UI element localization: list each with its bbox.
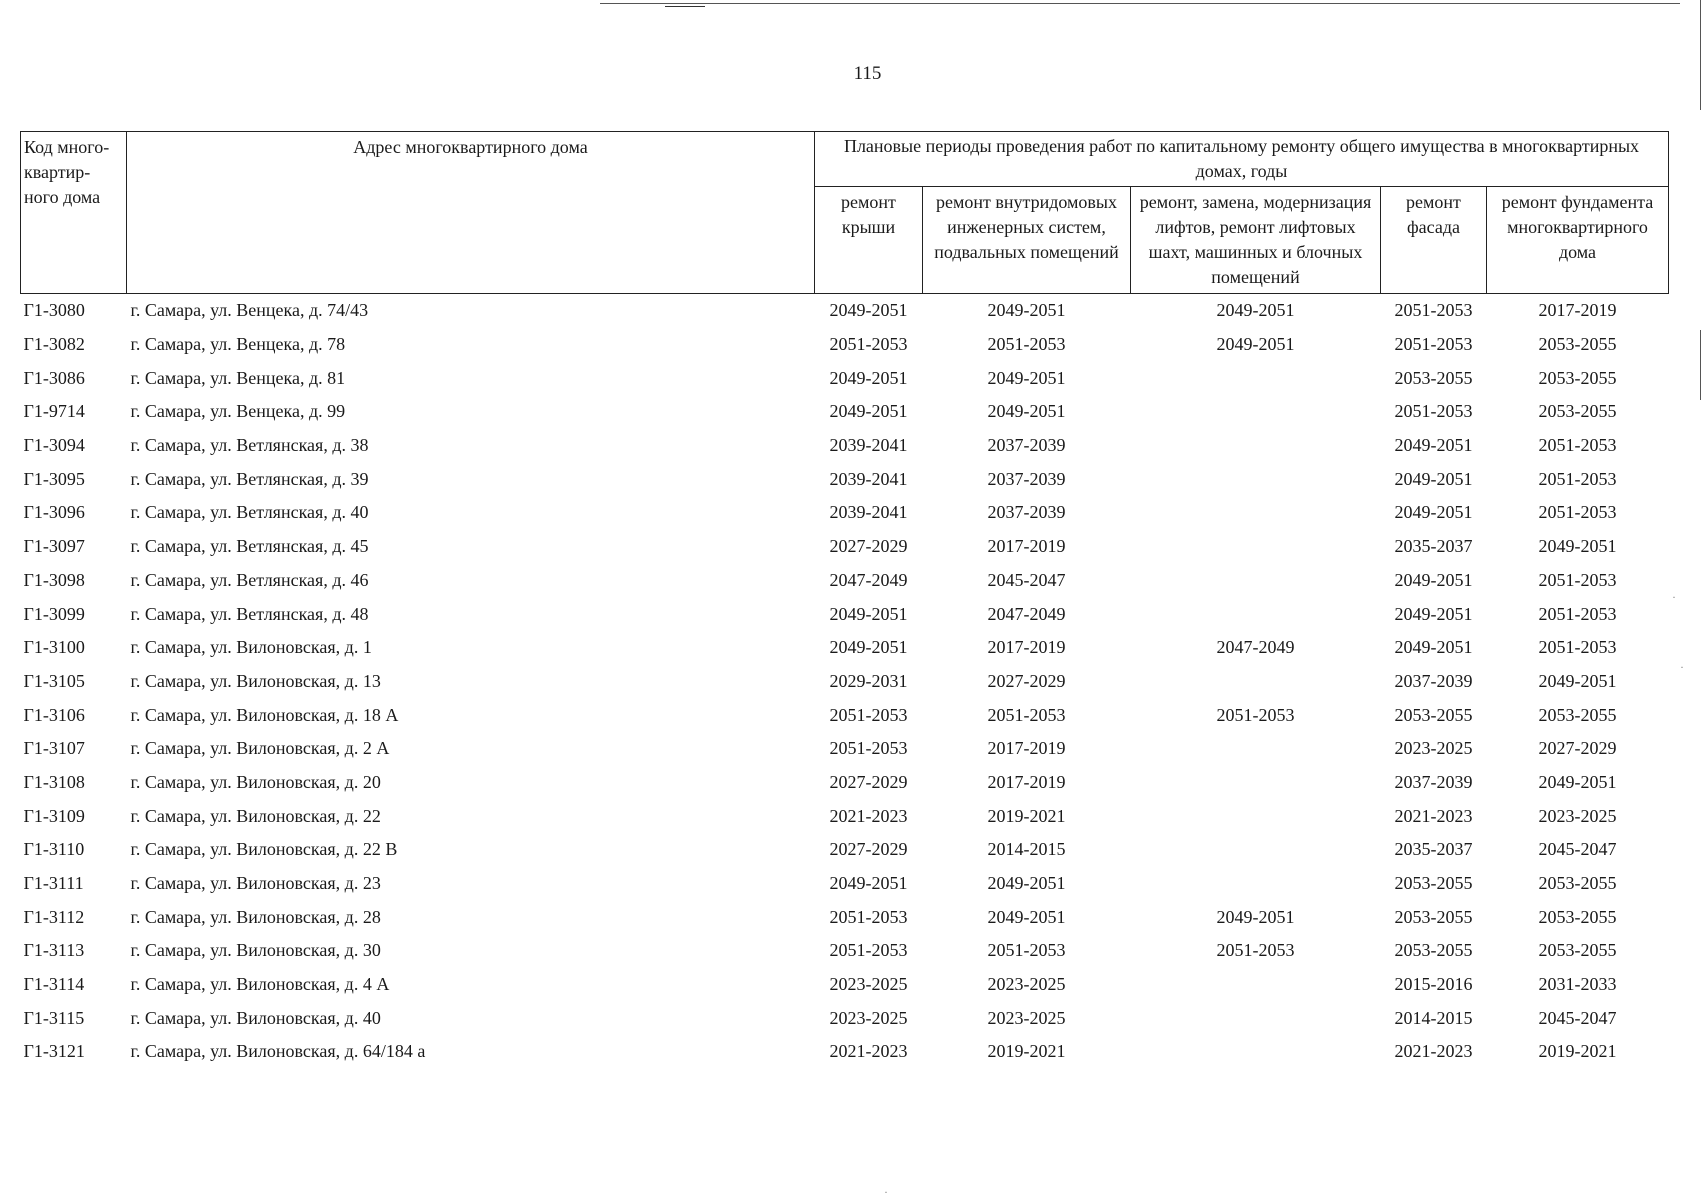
cell-address: г. Самара, ул. Вилоновская, д. 40	[130, 1007, 381, 1028]
cell-facade: 2051-2053	[1394, 334, 1473, 355]
cell-facade: 2051-2053	[1394, 401, 1473, 422]
header-code: Код много-квартир-ного дома	[21, 132, 127, 294]
table-row	[21, 766, 1669, 800]
cell-engineering: 2027-2029	[987, 670, 1066, 691]
cell-facade: 2051-2053	[1394, 300, 1473, 321]
cell-foundation: 2031-2033	[1538, 974, 1617, 995]
cell-elevators: 2051-2053	[1216, 704, 1295, 725]
cell-facade: 2021-2023	[1394, 805, 1473, 826]
cell-facade: 2053-2055	[1394, 873, 1473, 894]
cell-engineering: 2051-2053	[987, 940, 1066, 961]
cell-foundation: 2049-2051	[1538, 771, 1617, 792]
cell-address: г. Самара, ул. Ветлянская, д. 48	[130, 603, 369, 624]
cell-facade: 2053-2055	[1394, 906, 1473, 927]
cell-code: Г1-3094	[23, 435, 85, 456]
cell-engineering: 2019-2021	[987, 1041, 1066, 1062]
scan-top-line	[600, 3, 1680, 4]
cell-address: г. Самара, ул. Ветлянская, д. 39	[130, 468, 369, 489]
cell-elevators	[1131, 530, 1381, 564]
table-row	[21, 799, 1669, 833]
cell-roof: 2049-2051	[829, 873, 908, 894]
cell-address: г. Самара, ул. Вилоновская, д. 30	[130, 940, 381, 961]
cell-roof: 2021-2023	[829, 805, 908, 826]
cell-code: Г1-3112	[23, 906, 85, 927]
cell-code: Г1-9714	[23, 401, 85, 422]
cell-elevators	[1131, 968, 1381, 1002]
cell-elevators: 2047-2049	[1216, 637, 1295, 658]
cell-roof: 2023-2025	[829, 974, 908, 995]
cell-elevators: 2049-2051	[1216, 906, 1295, 927]
cell-facade: 2021-2023	[1394, 1041, 1473, 1062]
cell-elevators	[1131, 564, 1381, 598]
cell-engineering: 2023-2025	[987, 1007, 1066, 1028]
cell-roof: 2051-2053	[829, 334, 908, 355]
scan-right-edge-mark	[1700, 0, 1701, 110]
cell-foundation: 2023-2025	[1538, 805, 1617, 826]
cell-elevators	[1131, 833, 1381, 867]
table-row	[21, 1001, 1669, 1035]
cell-foundation: 2053-2055	[1538, 873, 1617, 894]
cell-facade: 2053-2055	[1394, 940, 1473, 961]
cell-engineering: 2037-2039	[987, 435, 1066, 456]
cell-roof: 2051-2053	[829, 738, 908, 759]
cell-elevators: 2049-2051	[1216, 300, 1295, 321]
cell-address: г. Самара, ул. Ветлянская, д. 46	[130, 569, 369, 590]
cell-elevators	[1131, 665, 1381, 699]
cell-code: Г1-3098	[23, 569, 85, 590]
cell-elevators	[1131, 597, 1381, 631]
cell-foundation: 2053-2055	[1538, 704, 1617, 725]
scan-right-edge-mark	[1700, 330, 1701, 400]
cell-code: Г1-3108	[23, 771, 85, 792]
cell-address: г. Самара, ул. Венцека, д. 78	[130, 334, 346, 355]
cell-engineering: 2017-2019	[987, 637, 1066, 658]
cell-engineering: 2017-2019	[987, 536, 1066, 557]
cell-roof: 2047-2049	[829, 569, 908, 590]
cell-engineering: 2037-2039	[987, 468, 1066, 489]
table-row	[21, 867, 1669, 901]
table-row	[21, 462, 1669, 496]
cell-elevators	[1131, 1035, 1381, 1069]
cell-roof: 2027-2029	[829, 771, 908, 792]
cell-engineering: 2047-2049	[987, 603, 1066, 624]
cell-roof: 2029-2031	[829, 670, 908, 691]
cell-code: Г1-3114	[23, 974, 85, 995]
cell-engineering: 2049-2051	[987, 873, 1066, 894]
cell-facade: 2023-2025	[1394, 738, 1473, 759]
cell-foundation: 2027-2029	[1538, 738, 1617, 759]
cell-facade: 2053-2055	[1394, 367, 1473, 388]
cell-address: г. Самара, ул. Вилоновская, д. 64/184 а	[130, 1041, 426, 1062]
cell-facade: 2015-2016	[1394, 974, 1473, 995]
cell-roof: 2051-2053	[829, 940, 908, 961]
cell-code: Г1-3086	[23, 367, 85, 388]
cell-roof: 2049-2051	[829, 603, 908, 624]
table-row	[21, 1035, 1669, 1069]
cell-code: Г1-3105	[23, 670, 85, 691]
cell-engineering: 2051-2053	[987, 334, 1066, 355]
cell-foundation: 2053-2055	[1538, 334, 1617, 355]
table-header	[21, 132, 1669, 294]
header-facade: ремонт фасада	[1381, 187, 1487, 294]
header-address: Адрес многоквартирного дома	[127, 132, 815, 294]
cell-foundation: 2051-2053	[1538, 637, 1617, 658]
cell-engineering: 2049-2051	[987, 906, 1066, 927]
cell-facade: 2035-2037	[1394, 839, 1473, 860]
table-row	[21, 631, 1669, 665]
table-row	[21, 564, 1669, 598]
cell-elevators	[1131, 395, 1381, 429]
table-body	[21, 294, 1669, 1069]
cell-facade: 2049-2051	[1394, 435, 1473, 456]
cell-facade: 2035-2037	[1394, 536, 1473, 557]
cell-foundation: 2045-2047	[1538, 1007, 1617, 1028]
cell-address: г. Самара, ул. Вилоновская, д. 22 В	[130, 839, 398, 860]
cell-code: Г1-3082	[23, 334, 85, 355]
cell-engineering: 2049-2051	[987, 300, 1066, 321]
table-row	[21, 395, 1669, 429]
cell-code: Г1-3109	[23, 805, 85, 826]
scan-speck: ·	[1680, 660, 1684, 674]
cell-roof: 2039-2041	[829, 502, 908, 523]
cell-elevators	[1131, 496, 1381, 530]
scan-speck: ·	[1672, 590, 1676, 604]
cell-foundation: 2019-2021	[1538, 1041, 1617, 1062]
cell-code: Г1-3095	[23, 468, 85, 489]
cell-foundation: 2051-2053	[1538, 468, 1617, 489]
cell-code: Г1-3097	[23, 536, 85, 557]
cell-code: Г1-3106	[23, 704, 85, 725]
table-row	[21, 934, 1669, 968]
cell-address: г. Самара, ул. Венцека, д. 74/43	[130, 300, 369, 321]
cell-code: Г1-3080	[23, 300, 85, 321]
cell-foundation: 2049-2051	[1538, 670, 1617, 691]
cell-foundation: 2053-2055	[1538, 906, 1617, 927]
cell-engineering: 2017-2019	[987, 738, 1066, 759]
cell-foundation: 2053-2055	[1538, 367, 1617, 388]
table-row	[21, 968, 1669, 1002]
table-row	[21, 328, 1669, 362]
table-row	[21, 732, 1669, 766]
cell-address: г. Самара, ул. Вилоновская, д. 20	[130, 771, 381, 792]
cell-foundation: 2051-2053	[1538, 569, 1617, 590]
cell-facade: 2049-2051	[1394, 468, 1473, 489]
cell-address: г. Самара, ул. Вилоновская, д. 13	[130, 670, 381, 691]
cell-address: г. Самара, ул. Вилоновская, д. 18 А	[130, 704, 399, 725]
cell-roof: 2021-2023	[829, 1041, 908, 1062]
table-row	[21, 496, 1669, 530]
cell-code: Г1-3121	[23, 1041, 85, 1062]
cell-facade: 2053-2055	[1394, 704, 1473, 725]
cell-foundation: 2051-2053	[1538, 603, 1617, 624]
cell-elevators	[1131, 462, 1381, 496]
cell-engineering: 2019-2021	[987, 805, 1066, 826]
table-row	[21, 900, 1669, 934]
cell-roof: 2049-2051	[829, 401, 908, 422]
page-number: 115	[853, 63, 882, 84]
cell-address: г. Самара, ул. Вилоновская, д. 22	[130, 805, 381, 826]
cell-code: Г1-3096	[23, 502, 85, 523]
cell-code: Г1-3100	[23, 637, 85, 658]
scan-top-mark	[665, 6, 705, 7]
cell-address: г. Самара, ул. Венцека, д. 99	[130, 401, 346, 422]
cell-address: г. Самара, ул. Венцека, д. 81	[130, 367, 346, 388]
cell-engineering: 2023-2025	[987, 974, 1066, 995]
cell-foundation: 2017-2019	[1538, 300, 1617, 321]
cell-address: г. Самара, ул. Ветлянская, д. 38	[130, 435, 369, 456]
scan-speck: ·	[884, 1185, 888, 1199]
cell-roof: 2023-2025	[829, 1007, 908, 1028]
cell-code: Г1-3113	[23, 940, 85, 961]
cell-elevators	[1131, 429, 1381, 463]
cell-elevators	[1131, 867, 1381, 901]
cell-engineering: 2045-2047	[987, 569, 1066, 590]
cell-engineering: 2049-2051	[987, 367, 1066, 388]
cell-address: г. Самара, ул. Вилоновская, д. 28	[130, 906, 381, 927]
cell-address: г. Самара, ул. Ветлянская, д. 45	[130, 536, 369, 557]
header-planned-periods: Плановые периоды проведения работ по капитальному ремонту общего имущества в многоквартирных домах, годы	[815, 132, 1669, 187]
cell-facade: 2037-2039	[1394, 771, 1473, 792]
header-engineering-systems: ремонт внутридомовых инженерных систем, подвальных помещений	[923, 187, 1131, 294]
cell-address: г. Самара, ул. Вилоновская, д. 4 А	[130, 974, 390, 995]
cell-roof: 2051-2053	[829, 704, 908, 725]
cell-code: Г1-3110	[23, 839, 85, 860]
cell-facade: 2049-2051	[1394, 502, 1473, 523]
cell-foundation: 2053-2055	[1538, 401, 1617, 422]
cell-code: Г1-3107	[23, 738, 85, 759]
cell-code: Г1-3111	[23, 873, 84, 894]
cell-elevators	[1131, 766, 1381, 800]
cell-foundation: 2051-2053	[1538, 435, 1617, 456]
table-row	[21, 698, 1669, 732]
cell-foundation: 2053-2055	[1538, 940, 1617, 961]
cell-roof: 2049-2051	[829, 367, 908, 388]
cell-facade: 2049-2051	[1394, 603, 1473, 624]
cell-facade: 2037-2039	[1394, 670, 1473, 691]
cell-facade: 2049-2051	[1394, 637, 1473, 658]
table-row	[21, 294, 1669, 328]
cell-foundation: 2051-2053	[1538, 502, 1617, 523]
cell-roof: 2027-2029	[829, 536, 908, 557]
cell-elevators	[1131, 799, 1381, 833]
cell-address: г. Самара, ул. Вилоновская, д. 23	[130, 873, 381, 894]
cell-roof: 2049-2051	[829, 300, 908, 321]
cell-engineering: 2017-2019	[987, 771, 1066, 792]
cell-roof: 2039-2041	[829, 435, 908, 456]
cell-engineering: 2049-2051	[987, 401, 1066, 422]
cell-engineering: 2037-2039	[987, 502, 1066, 523]
header-foundation: ремонт фундамента многоквартирного дома	[1487, 187, 1669, 294]
cell-elevators	[1131, 1001, 1381, 1035]
cell-engineering: 2051-2053	[987, 704, 1066, 725]
cell-roof: 2049-2051	[829, 637, 908, 658]
cell-address: г. Самара, ул. Ветлянская, д. 40	[130, 502, 369, 523]
cell-elevators: 2049-2051	[1216, 334, 1295, 355]
table-row	[21, 597, 1669, 631]
table-row	[21, 833, 1669, 867]
cell-facade: 2049-2051	[1394, 569, 1473, 590]
table-row	[21, 530, 1669, 564]
cell-facade: 2014-2015	[1394, 1007, 1473, 1028]
cell-engineering: 2014-2015	[987, 839, 1066, 860]
cell-roof: 2051-2053	[829, 906, 908, 927]
cell-elevators	[1131, 361, 1381, 395]
cell-roof: 2027-2029	[829, 839, 908, 860]
cell-elevators: 2051-2053	[1216, 940, 1295, 961]
table-row	[21, 429, 1669, 463]
cell-elevators	[1131, 732, 1381, 766]
header-elevators: ремонт, замена, модернизация лифтов, ремонт лифтовых шахт, машинных и блочных помещений	[1131, 187, 1381, 294]
table-row	[21, 665, 1669, 699]
capital-repair-schedule-table	[20, 131, 1669, 1069]
cell-code: Г1-3099	[23, 603, 85, 624]
table-row	[21, 361, 1669, 395]
cell-code: Г1-3115	[23, 1007, 85, 1028]
header-roof: ремонт крыши	[815, 187, 923, 294]
cell-address: г. Самара, ул. Вилоновская, д. 2 А	[130, 738, 390, 759]
cell-roof: 2039-2041	[829, 468, 908, 489]
cell-foundation: 2049-2051	[1538, 536, 1617, 557]
cell-address: г. Самара, ул. Вилоновская, д. 1	[130, 637, 372, 658]
cell-foundation: 2045-2047	[1538, 839, 1617, 860]
